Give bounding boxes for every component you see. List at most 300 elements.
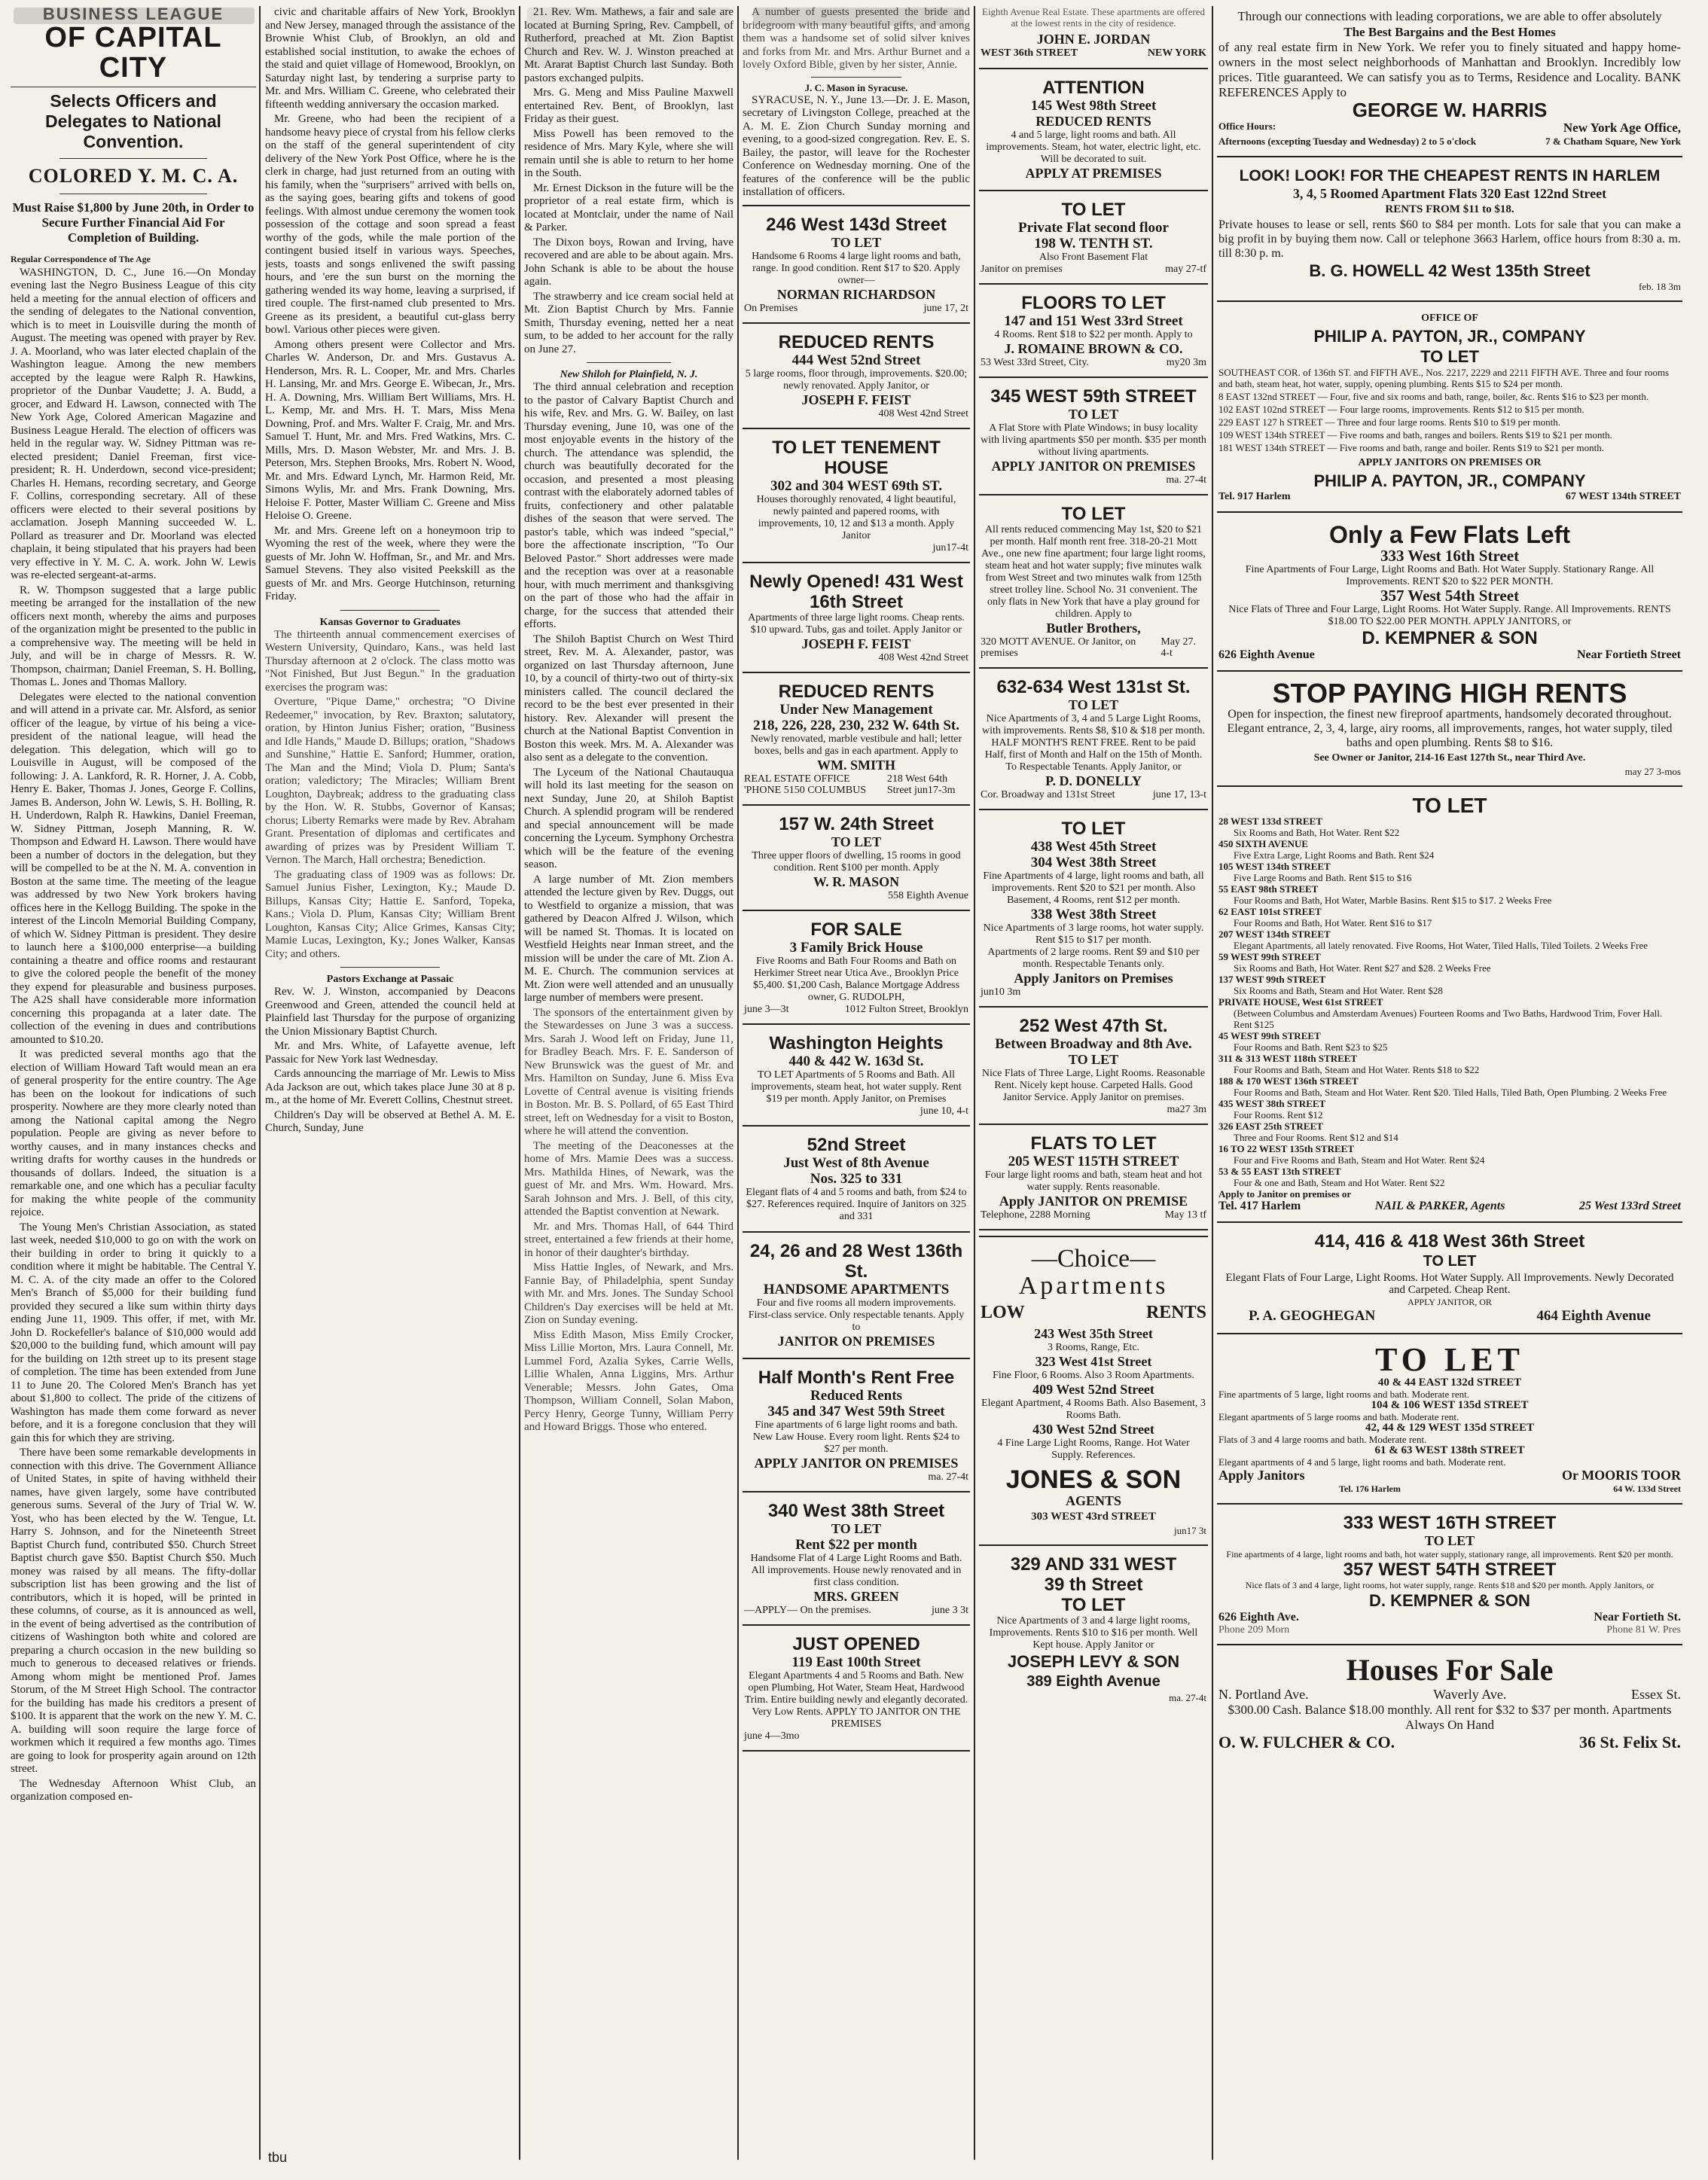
- ad-title: REDUCED RENTS: [778, 681, 935, 702]
- listing-address: 357 WEST 54TH STREET: [1343, 1560, 1557, 1580]
- article-plainfield: [524, 1007, 734, 1435]
- headline: OF CAPITAL CITY: [44, 22, 222, 84]
- ad-footer-left: jun10 3m: [981, 986, 1021, 998]
- ad-title-2: Just West of 8th Avenue: [783, 1154, 929, 1171]
- listing-desc: Four Rooms and Bath, Steam and Hot Water. Rents $18 to $22: [1234, 1064, 1480, 1075]
- classified-ad: [743, 1364, 970, 1486]
- listing-desc: Six Rooms and Bath, Hot Water. Rent $27 and $28. 2 Weeks Free: [1234, 962, 1491, 974]
- advertiser-name: APPLY AT PREMISES: [1025, 166, 1162, 181]
- advertiser-name: D. KEMPNER & SON: [1369, 1591, 1530, 1610]
- ad-body: Apartments of three large light rooms. Cheap rents. $10 upward. Tubs, gas and toilet. Apply Janitor or: [748, 611, 965, 636]
- listing-address: 40 & 44 EAST 132d STREET: [1377, 1377, 1522, 1389]
- ad-title: LOOK! LOOK! FOR THE CHEAPEST RENTS IN HARLEM: [1239, 167, 1661, 184]
- headline-ymca: COLORED Y. M. C. A.: [28, 165, 239, 187]
- listing-desc: Four Rooms and Bath. Rent $23 to $25: [1234, 1041, 1388, 1053]
- column-rule: [737, 6, 739, 2160]
- ad-footer-left: 53 West 33rd Street, City.: [981, 357, 1089, 368]
- agent-label: AGENTS: [1065, 1493, 1122, 1508]
- ad-title: TO LET: [1061, 819, 1126, 839]
- office-hours: Afternoons (excepting Tuesday and Wednesday) 2 to 5 o'clock: [1218, 136, 1477, 147]
- ad-footer-left: REAL ESTATE OFFICE 'PHONE 5150 COLUMBUS: [744, 773, 866, 796]
- paragraph: It was predicted several months ago that the election of William Howard Taft would mean an era of general prosperity for the entire country. The Age has been on the lookout for indications of such prosperity. Nowhere are they more clearly noted than among the National capital among the Negro population. People are giving as never before to worthy causes, and in many instances checks and writing drafts for worthy causes in the hundreds or thousands of dollars. Indeed, the situation is a remarkable one, and one which has a peculiar faculty for making the white people of the community rejoice.: [11, 1048, 256, 1218]
- ad-apply: Apply to Janitor on premises or: [1218, 1188, 1352, 1200]
- listing-desc: Elegant Apartments, all lately renovated. Five Rooms, Hot Water, Tiled Halls, Tiled Toilets. 2 Weeks Free: [1234, 940, 1648, 951]
- ad-title-2: Apartments: [1018, 1272, 1169, 1300]
- ad-rents: RENTS: [1145, 1303, 1206, 1322]
- listing-item: 109 WEST 134th STREET — Five rooms and bath, ranges and boilers. Rents $19 to $21 per month.: [1218, 429, 1612, 441]
- ad-title: 345 WEST 59th STREET: [990, 386, 1197, 407]
- listing-desc: Four & one and Bath, Steam and Hot Water. Rent $22: [1234, 1177, 1445, 1188]
- advertiser-address: 464 Eighth Avenue: [1536, 1308, 1651, 1324]
- advertiser-name: PHILIP A. PAYTON, JR., COMPANY: [1313, 327, 1586, 346]
- address-note: Near Fortieth Street: [1576, 648, 1681, 661]
- ad-title-3: 198 W. TENTH ST.: [1034, 236, 1153, 252]
- advertiser-name: W. R. MASON: [813, 874, 900, 889]
- classified-ad: [743, 434, 970, 556]
- advertiser-name: JOHN E. JORDAN: [1036, 32, 1151, 47]
- ad-title: TO LET: [1061, 504, 1126, 524]
- location: Waverly Ave.: [1433, 1687, 1507, 1702]
- ad-body: Fine Apartments of 4 large, light rooms and bath, all improvements. Rent $20 to $21 per month. Also Basement, 4 Rooms, rent $12 per month.: [983, 870, 1204, 906]
- ad-contact: See Owner or Janitor, 214-16 East 127th St., near Third Ave.: [1313, 752, 1586, 764]
- ad-geoghegan: [1217, 1228, 1682, 1328]
- classified-ad: [979, 816, 1208, 1001]
- article-passaic: [265, 986, 515, 1136]
- ad-body: Newly renovated, marble vestibule and hall; letter boxes, bells and gas in each apartment. Apply to: [750, 733, 962, 757]
- paragraph: Overture, "Pique Dame," orchestra; "O Divine Redeemer," invocation, by Rev. Braxton; salutatory, oration, by Hinton Junius Fisher; oration, "Business and Idle Hands," Maude D. Billups; oration, "Shadows and Sunshine," Hattie E. Sanford; Hummer, oration, The Man and the Mind; Viola D. Plum; Santa's oration; valedictory; The Miracles; William Brent Loughton, Daybreak; address to the graduating class by the Hon. W. R. Stubbs, Governor of Kansas; chorus; Liberty Remarks were made by Rev. Abraham Grant. Presentation of diplomas and certificates and awarding of prizes was by President William T. Vernon. The March, Hall orchestra; Benediction.: [265, 696, 515, 866]
- advertiser-name: Apply JANITOR ON PREMISE: [999, 1194, 1188, 1209]
- classified-ad: [743, 916, 970, 1018]
- ad-sub: TO LET: [831, 1520, 882, 1536]
- column-rule: [974, 6, 975, 2160]
- ad-title: Washington Heights: [769, 1032, 944, 1053]
- ad-title-2: 302 and 304 WEST 69th ST.: [770, 477, 943, 494]
- paragraph: The strawberry and ice cream social held at Mt. Zion Baptist Church by Mrs. Fannie Smith, Thursday evening, netted her a neat sum, to be added to her account for the rally on June 27.: [524, 290, 734, 355]
- listing-desc: 4 Fine Large Light Rooms, Range. Hot Water Supply. References.: [997, 1438, 1190, 1461]
- address-right: NEW YORK: [1147, 47, 1206, 59]
- ad-kempner-2: [1217, 1510, 1682, 1639]
- ad-body: Private houses to lease or sell, rents $60 to $84 per month. Lots for sale that you can make a big profit in by buying them now. Call or telephone 3663 Harlem, office hours from 8:30 a. m. till 8:30 p. m.: [1218, 218, 1681, 260]
- advertiser-name: JOSEPH LEVY & SON: [1007, 1652, 1180, 1671]
- listing-address: 62 EAST 101st STREET: [1218, 906, 1322, 917]
- ad-footer-left: On Premises: [744, 302, 798, 314]
- advertiser-address: 64 W. 133d Street: [1613, 1483, 1681, 1494]
- listing-address: 104 & 106 WEST 135d STREET: [1371, 1399, 1529, 1411]
- ad-body: Houses thoroughly renovated, 4 light beautiful, newly painted and papered rooms, with improvements, 10, 12 and $13 a month. Apply Janitor: [756, 493, 956, 541]
- ad-title: 632-634 West 131st St.: [996, 677, 1191, 697]
- ad-329-331-west: [979, 1551, 1208, 1706]
- advertiser-name: GEORGE W. HARRIS: [1352, 99, 1548, 121]
- payton-listings: [1218, 367, 1681, 453]
- listing-item: 229 EAST 127 h STREET — Three and four large rooms. Rents $10 to $19 per month.: [1218, 416, 1560, 428]
- footer-mark: tbu: [268, 2150, 288, 2165]
- ad-footer: [744, 890, 968, 901]
- paragraph: The sponsors of the entertainment given by the Stewardesses on June 3 was a success. Mrs. Sarah J. Wood left on Friday, June 11, for Bradley Beach. Mrs. F. E. Sanderson of New Brunswick was the guest of Mr. and Mrs. Hamilton on Sunday, June 6. Miss Eva Lovette of Central avenue is visiting friends in Boston. Mr. B. S. Pollard, of 65 East Third street, left on Wednesday for a visit to Boston, where he will attend the convention.: [524, 1006, 734, 1137]
- listing-address: 243 West 35th Street: [1034, 1326, 1153, 1341]
- listing-address: 409 West 52nd Street: [1032, 1382, 1154, 1397]
- listing-address: 137 WEST 99th STREET: [1218, 974, 1326, 985]
- ad-apply: APPLY JANITOR, OR: [1408, 1297, 1492, 1307]
- listing-address: 16 TO 22 WEST 135th STREET: [1218, 1143, 1355, 1154]
- ad-sub: TO LET: [1424, 1533, 1475, 1548]
- ad-body: Handsome 6 Rooms 4 large light rooms and bath, range. In good condition. Rent $17 to $20. Apply owner—: [752, 250, 961, 286]
- listing-address: 311 & 313 WEST 118th STREET: [1218, 1053, 1358, 1064]
- article-mason: [743, 94, 970, 200]
- paragraph: Mr. and Mrs. White, of Lafayette avenue, left Passaic for New York last Wednesday.: [265, 1040, 515, 1066]
- listing-desc: Six Rooms and Bath, Steam and Hot Water. Rent $28: [1234, 985, 1443, 996]
- listing-desc: Nice flats of 3 and 4 large, light rooms, hot water supply, range. Rents $18 and $20 per month. Apply Janitors, or: [1245, 1580, 1655, 1590]
- classified-ad: [743, 212, 970, 317]
- paragraph: Delegates were elected to the national convention and will attend in a private car. Mr. Alsford, as senior officer of the league, by virtue of his being a vice-president of the national league, will head the delegation. This delegation, which will go to Louisville in August, will be composed of the following: J. A. Lankford, R. R. Horner, J. A. Cobb, Henry E. Baker, Thomas J. Jones, George F. Collins, James B. Anderson, John W. Lewis, S. H. Bolling, R. H. Underdown, Ralph R. Hawkins, Daniel Freeman, W. Sidney Pittman, Joseph Manning, R. W. Thompson and Edward H. Lawson. There would have been a number of doctors in the delegation, but they will be compelled to be at the N. M. A. convention in Boston at the same time. The meeting of the league was addressed by two New York brokers having offices here in the Kellogg Building. The spoke in the interest of the Lincoln Memorial Building Company, of which W. Sidney Pittman is president. They desire to launch here a $100,000 enterprise—a building containing a theatre and office rooms and restaurant to give the colored people the benefit of the money they expend for pleasurable and business purposes. The A2S shall have considerable more information concerning this propaganda at a later date. The collection of the evening in dues and contributions amounted to $10.20.: [11, 691, 256, 1046]
- classified-ad: [979, 383, 1208, 489]
- ad-title: REDUCED RENTS: [778, 331, 935, 352]
- ad-footer: [744, 1605, 968, 1616]
- column-6: [1217, 6, 1682, 2167]
- ad-body: 4 Rooms. Rent $18 to $22 per month. Apply to: [994, 329, 1193, 340]
- listing-address: 28 WEST 133d STREET: [1218, 816, 1322, 827]
- ad-footer-left: june 3—3t: [744, 1003, 789, 1015]
- ad-footer: [744, 652, 968, 663]
- listing-item: SOUTHEAST COR. of 136th ST. and FIFTH AVE., Nos. 2217, 2229 and 2211 FIFTH AVE. Three and four rooms and bath, steam heat, hot water, supply, opening plumbing. Rents $15 to $24 per month.: [1218, 367, 1670, 389]
- ad-footer-left: Telephone, 2288 Morning: [981, 1209, 1090, 1221]
- listing-desc: Fine Apartments of Four Large, Light Rooms and Bath. Hot Water Supply. Stationary Range. All Improvements. RENT $20 to $22 PER MONTH.: [1245, 564, 1655, 587]
- ad-body: Nice Apartments of 3, 4 and 5 Large Light Rooms, with improvements. Rents $8, $10 & $18 per month. HALF MONTH'S RENT FREE. Rent to be paid Half, first of Month and Half on the 15th of Month. To Respectable Tenants. Apply Janitor, or: [982, 713, 1205, 773]
- classified-ad: [743, 811, 970, 904]
- listing-address: 61 & 63 WEST 138th STREET: [1374, 1444, 1525, 1456]
- classified-ad: [743, 569, 970, 666]
- article-shiloh: [524, 381, 734, 1005]
- listing-desc: Fine apartments of 4 large, light rooms and bath, hot water supply, stationary range, all improvements. Rent $20 per month.: [1226, 1549, 1673, 1560]
- ad-apply: APPLY JANITORS ON PREMISES OR: [1358, 457, 1542, 468]
- ad-body: Four large light rooms and bath, steam heat and hot water supply. Rents reasonable.: [984, 1169, 1203, 1193]
- column-rule: [259, 6, 261, 2160]
- ad-intro: Through our connections with leading corporations, we are able to offer absolutely: [1237, 9, 1662, 23]
- ad-footer: [744, 1004, 968, 1015]
- ad-body: TO LET Apartments of 5 Rooms and Bath. All improvements, steam heat, hot water supply. Rent $19 per month. Apply Janitor, on Premises: [751, 1069, 962, 1105]
- ad-title-3: 304 West 38th Street: [1030, 855, 1157, 870]
- listing-desc: (Between Columbus and Amsterdam Avenues) Fourteen Rooms and Two Baths, Hardwood Trim, Fover Hall. Rent $125: [1234, 1008, 1663, 1030]
- paragraph: A large number of Mt. Zion members attended the lecture given by Rev. Duggs, out to Westfield to organize a mission, that was gathered by Deacon Alfred J. Wilson, which will be named St. Thomas. It is located on Westfield Heights near Inman street, and the mission will be under the care of Mt. Zion A. M. E. Church. The communion services at Mt. Zion were well attended and an unusually large number of members were present.: [524, 873, 734, 1004]
- paragraph: The thirteenth annual commencement exercises of Western University, Quindaro, Kans., was held last Thursday afternoon at 2 o'clock. The class motto was "Not Finished, But Just Begun." In the graduation exercises the program was:: [265, 628, 515, 694]
- ad-sub: TO LET: [1423, 1253, 1477, 1270]
- ad-title-4: 338 West 38th Street: [1030, 907, 1157, 922]
- listing-desc: Three and Four Rooms. Rent $12 and $14: [1234, 1132, 1398, 1143]
- ad-body: Handsome Flat of 4 Large Light Rooms and Bath. All improvements. House newly renovated and in first class condition.: [750, 1552, 962, 1588]
- ad-nail-parker: [1217, 792, 1682, 1216]
- ad-title-3: Nos. 325 to 331: [810, 1170, 903, 1187]
- ad-title: 340 West 38th Street: [767, 1500, 945, 1521]
- ad-sub: TO LET: [1068, 697, 1119, 712]
- ad-title: JUST OPENED: [792, 1633, 920, 1654]
- advertiser-name: JANITOR ON PREMISES: [777, 1333, 935, 1349]
- ad-title: Newly Opened! 431 West 16th Street: [749, 571, 963, 612]
- listing-desc: Fine Floor, 6 Rooms. Also 3 Room Apartments.: [993, 1370, 1194, 1381]
- column-2: [265, 6, 515, 2167]
- telephone: Phone 81 W. Pres: [1606, 1624, 1681, 1636]
- ad-body: of any real estate firm in New York. We refer you to finely situated and happy home-owners in the most select neighborhoods of Manhattan and Brooklyn. Incredibly low prices. Title guaranteed. We can satisfy you as to Terms, Residence and Locality. BANK REFERENCES Apply to: [1218, 40, 1681, 99]
- ad-footer: [981, 474, 1206, 486]
- ad-footer-right: 1012 Fulton Street, Brooklyn: [844, 1003, 968, 1015]
- paragraph: The graduating class of 1909 was as follows: Dr. Samuel Junius Fisher, Lexington, Ky.; Maude D. Billups, Kansas City; Hattie E. Sanford, Topeka, Kans.; Viola D. Plum, Kansas City; William Brent Loughton, Kansas City; Alice Grimes, Kansas City; Mamie Lucas, Lexington, Ky.; Jones Walker, Kansas City; and others.: [265, 868, 515, 960]
- classified-ad: [743, 329, 970, 422]
- column-rule: [519, 6, 520, 2160]
- paragraph: A number of guests presented the bride and bridegroom with many beautiful gifts, and among them was a handsome set of solid silver knives and forks from Mr. and Mrs. Arthur Burnet and a lovely Oxford Bible, given by her sister, Annie.: [743, 6, 970, 71]
- telephone: Tel. 176 Harlem: [1339, 1483, 1401, 1494]
- listing-address: 333 WEST 16TH STREET: [1343, 1513, 1557, 1533]
- paragraph: The third annual celebration and reception to the pastor of Calvary Baptist Church and his wife, Rev. and Mrs. G. W. Bailey, on last Thursday evening, June 10, was one of the most enjoyable events in the history of the church. The attendance was splendid, the church was beautifully decorated for the occasion, and presented a most pleasing contrast with the elaborately adorned tables of fruits, confectionery and other palatable dishes of the season that were served. The pastor's table, which was indeed "special," bore the affectionate inscription, "To Our Beloved Pastor." Short addresses were made and the reception was over at a reasonable hour, with much merriment and thanksgiving on the part of those who had the affair in charge, for the success that attended their efforts.: [524, 381, 734, 630]
- paragraph: The Shiloh Baptist Church on West Third street, Rev. M. A. Alexander, pastor, was organized on last Thursday afternoon, June 10, by a council of thirty-two out of thirty-six ministers called. The council declared the record to be the best ever presented in their history. Rev. Alexander will present the church at the National Baptist Convention in Boston this week. Mrs. M. A. Alexander was also sent as a delegate to the convention.: [524, 633, 734, 764]
- advertiser-address: 626 Eighth Avenue: [1218, 648, 1315, 661]
- ad-title: Half Month's Rent Free: [758, 1367, 955, 1388]
- ad-title: TO LET: [1375, 1341, 1524, 1378]
- listing-address: 323 West 41st Street: [1035, 1354, 1152, 1369]
- ad-title: 157 W. 24th Street: [779, 813, 934, 834]
- address-note: Near Fortieth St.: [1594, 1611, 1681, 1624]
- listing-desc: Four Rooms and Bath, Hot Water. Rent $16 to $17: [1234, 917, 1432, 928]
- listing-address: PRIVATE HOUSE, West 61st STREET: [1218, 996, 1383, 1008]
- ad-office: OFFICE OF: [1421, 313, 1478, 324]
- paragraph: Rev. W. J. Winston, accompanied by Deacons Greenwood and Green, attended the council held at Plainfield last Thursday for the purpose of organizing the Union Missionary Baptist Church.: [265, 986, 515, 1038]
- advertiser-name: WM. SMITH: [816, 757, 895, 773]
- ad-sub: REDUCED RENTS: [1035, 114, 1151, 129]
- ad-title-2: 3, 4, 5 Roomed Apartment Flats 320 East 122nd Street: [1292, 186, 1607, 201]
- ad-title-2: 3 Family Brick House: [789, 939, 923, 956]
- ad-title: 24, 26 and 28 West 136th St.: [749, 1240, 963, 1282]
- ad-body: Elegant flats of 4 and 5 rooms and bath, from $24 to $27. References required. Inquire of Janitors on 325 and 331: [746, 1186, 967, 1222]
- column-3: [524, 6, 734, 2167]
- advertiser-address: 25 West 133rd Street: [1579, 1200, 1681, 1212]
- ad-body: Nice Flats of Three Large, Light Rooms. Reasonable Rent. Nicely kept house. Carpeted Halls. Good Janitor Service. Apply Janitor on premises.: [981, 1068, 1206, 1103]
- ad-title: Houses For Sale: [1346, 1653, 1554, 1687]
- classified-ad: [979, 290, 1208, 371]
- ad-title-2: 438 West 45th Street: [1030, 839, 1157, 855]
- deck: Must Raise $1,800 by June 20th, in Order to Secure Further Financial Aid For Completion of Building.: [12, 200, 255, 245]
- ad-footer-right: ma27 3m: [1167, 1104, 1206, 1115]
- ad-code: feb. 18 3m: [1639, 281, 1681, 292]
- column-5: [979, 6, 1208, 2167]
- ad-title: 414, 416 & 418 West 36th Street: [1314, 1231, 1585, 1252]
- ad-footer: [744, 303, 968, 314]
- listing-address: 188 & 170 WEST 136th STREET: [1218, 1075, 1359, 1087]
- ad-title: TO LET TENEMENT HOUSE: [772, 437, 941, 478]
- article-kansas: [265, 629, 515, 962]
- ad-bold: The Best Bargains and the Best Homes: [1344, 25, 1556, 39]
- moorls-listings: [1218, 1377, 1681, 1468]
- headline-mason: J. C. Mason in Syracuse.: [804, 81, 908, 93]
- listing-desc: Four and Five Rooms and Bath, Steam and Hot Water. Rent $24: [1234, 1154, 1485, 1166]
- ad-footer-right: june 17, 2t: [923, 302, 968, 314]
- advertiser-name: P. D. DONELLY: [1045, 773, 1142, 788]
- ad-sub: TO LET: [1061, 1595, 1126, 1615]
- ad-title: TO LET: [1061, 200, 1126, 220]
- listing-address: 105 WEST 134th STREET: [1218, 861, 1331, 872]
- advertiser-name: MRS. GREEN: [813, 1588, 899, 1604]
- advertiser-name: NORMAN RICHARDSON: [776, 286, 936, 302]
- classified-ad: [979, 1130, 1208, 1224]
- paragraph: SYRACUSE, N. Y., June 13.—Dr. J. E. Mason, secretary of Livingston College, preached at the A. M. E. Zion Church Sunday morning and evening, to a good-sized congregation. Rev. E. S. Bailey, the pastor, will leave for the Rochester Conference on Wednesday morning. One of the features of the conference will be the public installation of officers.: [743, 93, 970, 198]
- ad-title-3: 218, 226, 228, 230, 232 W. 64th St.: [753, 717, 959, 733]
- advertiser-address: 36 St. Felix St.: [1578, 1733, 1681, 1752]
- classified-ads-col5: [979, 75, 1208, 1230]
- ad-footer: [744, 1730, 968, 1742]
- ad-title: STOP PAYING HIGH RENTS: [1272, 678, 1627, 709]
- location: N. Portland Ave.: [1218, 1687, 1309, 1702]
- classified-ads-col4: [743, 212, 970, 1752]
- headline-passaic: Pastors Exchange at Passaic: [326, 974, 454, 985]
- classified-ad: [743, 1498, 970, 1619]
- address-left: WEST 36th STREET: [981, 47, 1078, 59]
- ad-body: Also Front Basement Flat: [1039, 252, 1148, 263]
- ad-title: 246 West 143d Street: [766, 214, 947, 235]
- ad-stop-paying: [1217, 677, 1682, 780]
- ad-body: Four and five rooms all modern improvements. First-class service. Only respectable tenants. Apply to: [748, 1297, 965, 1333]
- ad-title: 329 AND 331 WEST: [1010, 1554, 1177, 1575]
- listing-address: 435 WEST 38th STREET: [1218, 1098, 1326, 1109]
- listing-desc: Six Rooms and Bath, Hot Water. Rent $22: [1234, 827, 1400, 838]
- ad-footer-right: 408 West 42nd Street: [878, 651, 968, 663]
- classified-ad: [743, 1631, 970, 1745]
- ad-footer-left: 320 MOTT AVENUE. Or Janitor, on premises: [981, 636, 1136, 659]
- classified-ad: [979, 1013, 1208, 1118]
- ad-footer-right: May 13 tf: [1164, 1209, 1206, 1221]
- ad-apply: Apply Janitors: [1218, 1468, 1305, 1483]
- ad-title-2: Between Broadway and 8th Ave.: [995, 1036, 1192, 1052]
- listing-desc: Elegant apartments of 4 and 5 large, light rooms and bath. Moderate rent.: [1218, 1456, 1506, 1468]
- ad-title-2: Reduced Rents: [810, 1387, 902, 1404]
- ad-title-3: Rent $22 per month: [795, 1536, 917, 1553]
- ad-body: Nice Apartments of 3 and 4 large light rooms, Improvements. Rents $10 to $16 per month. Well Kept house. Apply Janitor or: [989, 1615, 1198, 1651]
- ad-low: LOW: [981, 1303, 1025, 1322]
- advertiser-name: J. ROMAINE BROWN & CO.: [1004, 341, 1183, 356]
- ad-sub: TO LET: [1068, 407, 1119, 422]
- classified-ad: [979, 501, 1208, 662]
- advertiser-address: 67 WEST 134th STREET: [1565, 491, 1681, 502]
- classified-ad: [979, 674, 1208, 803]
- article-body: [11, 267, 256, 1804]
- ad-footer-right: jun17-4t: [932, 541, 968, 553]
- ad-kempner: [1217, 518, 1682, 665]
- column-1: [11, 6, 256, 2167]
- ad-title-2: 440 & 442 W. 163d St.: [788, 1053, 924, 1069]
- ad-footer: [981, 264, 1206, 275]
- nail-listings: [1218, 816, 1681, 1188]
- ad-title-2: Under New Management: [779, 701, 933, 718]
- advertiser-name: B. G. HOWELL 42 West 135th Street: [1309, 261, 1591, 280]
- ad-title-3: 345 and 347 West 59th Street: [767, 1403, 945, 1419]
- advertiser-name: O. W. FULCHER & CO.: [1218, 1733, 1395, 1752]
- ad-footer-right: june 10, 4-t: [920, 1105, 968, 1117]
- ad-footer-left: Cor. Broadway and 131st Street: [981, 789, 1115, 800]
- listing-desc: Fine apartments of 5 large, light rooms and bath. Moderate rent.: [1218, 1389, 1469, 1400]
- listing-address: 45 WEST 99th STREET: [1218, 1030, 1321, 1041]
- office-hours-label: Office Hours:: [1218, 120, 1276, 132]
- listing-address: 53 & 55 EAST 13th STREET: [1218, 1166, 1341, 1177]
- ad-title: TO LET: [1412, 794, 1487, 817]
- paragraph: Children's Day will be observed at Bethel A. M. E. Church, Sunday, June: [265, 1108, 515, 1134]
- ad-code: ma. 27-4t: [1169, 1692, 1206, 1703]
- listing-address: 59 WEST 99th STREET: [1218, 951, 1321, 962]
- ad-title: —Choice—: [1031, 1245, 1156, 1273]
- ad-body: Five Rooms and Bath Four Rooms and Bath on Herkimer Street near Utica Ave., Brooklyn Price $5,400. $1,200 Cash, Balance Mortgage Address owner, G. RUDOLPH,: [752, 955, 960, 1003]
- listing-address: 42, 44 & 129 WEST 135d STREET: [1365, 1422, 1535, 1434]
- classified-ad: [979, 75, 1208, 184]
- classified-ad: [743, 678, 970, 799]
- advertiser-name: Butler Brothers,: [1046, 620, 1141, 636]
- ad-footer: [744, 1471, 968, 1483]
- ad-title: Only a Few Flats Left: [1328, 521, 1571, 548]
- office-address: 7 & Chatham Square, New York: [1545, 136, 1681, 147]
- ad-footer: [744, 542, 968, 553]
- ad-harris: [1217, 6, 1682, 151]
- advertiser-name: NAIL & PARKER, Agents: [1374, 1200, 1505, 1212]
- ad-title: FLATS TO LET: [1030, 1133, 1157, 1154]
- ad-sub: TO LET: [831, 834, 882, 849]
- ad-footer-right: May 27. 4-t: [1161, 636, 1197, 659]
- ad-footer: [744, 1105, 968, 1117]
- dateline: Regular Correspondence of The Age: [11, 254, 151, 264]
- paragraph: The Young Men's Christian Association, as stated last week, needed $10,000 to go on with the work on their building in order to bring it quickly to a condition where it might be habitable. The Central Y. M. C. A. of the city made an offer to the Colored Men's Branch of $5,000 for their building fund provided they secured a like sum within thirty days ending June 11, 1909. This offer, if met, with Mr. John D. Rockefeller's balance of $10,000 would add $20,000 to the building fund, which amount will pay for the building on 12th street up to its present stage of completion. The time has been extended from June 11 to June 20. The Colored Men's Branch has yet about $1,800 to collect. The pride of the citizens of Washington has made them come forward as never before, and it is a foregone conclusion that they will gain this for which they are striving.: [11, 1221, 256, 1444]
- ad-title-2: 444 West 52nd Street: [791, 352, 921, 368]
- paragraph: WASHINGTON, D. C., June 16.—On Monday evening last the Negro Business League of this city held a meeting for the annual election of officers and the sending of delegates to the National convention, which is to meet in Louisville during the month of August. The meeting was opened with prayer by Rev. J. A. Moorland, who was later elected chaplain of the Washington league. Among the new members accepted by the league were Ralph R. Hawkins, proprietor of the Dunbar Vaudette; J. A. Budd, a grocer, and Edward H. Lawson, connected with The New York Age, Colored American Magazine and Business League Herald. The election of officers was held in the regular way. W. Sidney Pittman was re-elected president; Daniel Freeman, first vice-president; R. H. Underdown, second vice-president; Charles H. Hemans, recording secretary, and George F. Collins, corresponding secretary. All of these officers were elected to their several positions by acclamation. Joseph Manning succeeded W. L. Pollard as treasurer and Dr. Moorland was elected chaplain, it being stipulated that his prayers had been very effective in Y. M. C. A. work. John W. Lewis was re-elected sergeant-at-arms.: [11, 266, 256, 581]
- advertiser-name: JOSEPH F. FEIST: [801, 636, 911, 651]
- paragraph: The Dixon boys, Rowan and Irving, have recovered and are able to be about again. Mrs. John Schank is able to be about the house again.: [524, 236, 734, 288]
- ad-body: Open for inspection, the finest new fireproof apartments, handsomely decorated throughout. Elegant entrance, 2, 3, 4, large, airy rooms, all improvements, ranges, hot water supply, tiled baths and open plumbing. Rents $8 to $16.: [1227, 708, 1673, 749]
- ad-sub: TO LET: [1420, 347, 1479, 366]
- listing-item: 102 EAST 102nd STREET — Four large rooms, improvements. Rents $12 to $15 per month.: [1218, 404, 1584, 415]
- listing-address: 207 WEST 134th STREET: [1218, 928, 1331, 940]
- ad-footer: [981, 357, 1206, 368]
- paragraph: There have been some remarkable developments in connection with this drive. The Government Alliance of United States, in spite of having withheld their names, have given largely, some have contributed generous sums. Several of the Jury of Trial W. W. Yost, who has been elected by the W. Tengue, Lt. Harry S. Johnson, and for the Nineteenth Street Baptist Church fund, contributed $50. Church Street Baptist church gave $50. Baptist Church $50. Much money was raised by all means. The fifty-dollar subscription list has been growing and the list of contributors, which it is hoped, will be printed in these columns, of course, as it is announced as well, in the event of being advertised as the contribution of citizens of Washington both white and colored are preparing a church occasion in the new building so much to generous to deceased relatives or friends. Among whom might be mentioned Prof. James Storum, of the M Street High School. The contractor for the building has made his creditors a present of $100. It is apparent that the work on the new Y. M. C. A. building will soon require the large force of workmen which it required a few months ago. Times are going to look for prosperity again around on 12th street.: [11, 1447, 256, 1775]
- listing-address: 450 SIXTH AVENUE: [1218, 838, 1308, 849]
- ad-payton: [1217, 307, 1682, 506]
- ad-jordan: [979, 29, 1208, 63]
- ad-title-2: 39 th Street: [1044, 1575, 1143, 1595]
- column-4: [743, 6, 970, 2167]
- listing-item: 8 EAST 132nd STREET — Four, five and six rooms and bath, range, boiler, &c. Rents $16 to $23 per month.: [1218, 391, 1649, 402]
- advertiser-name: APPLY JANITOR ON PREMISES: [754, 1455, 959, 1471]
- listing-desc: Flats of 3 and 4 large rooms and bath. Moderate rent.: [1218, 1434, 1427, 1445]
- ad-footer: [981, 789, 1206, 800]
- ad-body: Fine apartments of 6 large light rooms and bath. New Law House. Every room light. Rents $24 to $27 per month.: [752, 1419, 960, 1455]
- advertiser-name-2: PHILIP A. PAYTON, JR., COMPANY: [1313, 471, 1586, 490]
- office-name: New York Age Office,: [1563, 120, 1681, 135]
- ad-body: 5 large rooms, floor through, improvements. $20.00; newly renovated. Apply Janitor, or: [745, 367, 968, 392]
- paragraph: Mr. and Mrs. Thomas Hall, of 644 Third street, entertained a few friends at their home, in honor of their daughter's birthday.: [524, 1220, 734, 1259]
- listing-desc: Four Rooms. Rent $12: [1234, 1109, 1323, 1120]
- listing-address: 430 West 52nd Street: [1032, 1422, 1154, 1437]
- listing-desc: Five Large Rooms and Bath. Rent $15 to $16: [1234, 872, 1412, 883]
- ad-title: 252 West 47th St.: [1019, 1016, 1168, 1036]
- column-rule: [1212, 6, 1213, 2160]
- advertiser-address: 626 Eighth Ave.: [1218, 1611, 1299, 1624]
- ad-footer-right: 558 Eighth Avenue: [887, 889, 968, 901]
- ad-footer-right: 218 West 64th Street jun17-3m: [886, 773, 956, 796]
- listing-address: 55 EAST 98th STREET: [1218, 883, 1319, 895]
- ad-footer: [981, 636, 1206, 659]
- ad-body: Elegant Apartments 4 and 5 Rooms and Bath. New open Plumbing, Hot Water, Steam Heat, Hardwood Trim. Entire building newly and elegantly decorated. Very Low Rents. APPLY TO JANITOR ON THE PREMISES: [744, 1669, 968, 1730]
- paragraph: Miss Powell has been removed to the residence of Mrs. Mary Kyle, where she will remain until she is able to return to her home in the South.: [524, 127, 734, 179]
- ad-body: 4 and 5 large, light rooms and bath. All improvements. Steam, hot water, electric light, etc. Will be decorated to suit.: [986, 130, 1201, 165]
- paragraph: The meeting of the Deaconesses at the home of Mrs. Mamie Dees was a success. Mrs. Mathilda Hines, of Newark, was the guest of Mr. and Mrs. Wm. Howard. Mrs. Sarah Johnson and Mrs. J. Bell, of this city, attended the Baptist convention at Newark.: [524, 1139, 734, 1218]
- ad-footer-right: may 27-tf: [1165, 264, 1206, 275]
- ad-title-2: 205 WEST 115TH STREET: [1008, 1154, 1179, 1169]
- ad-footer-right: june 3 3t: [932, 1604, 968, 1616]
- article-greene: [265, 6, 515, 604]
- listing-address: 333 West 16th Street: [1380, 547, 1520, 565]
- headline-shiloh: New Shiloh for Plainfield, N. J.: [560, 369, 698, 380]
- subheadline: Selects Officers and Delegates to National Convention.: [45, 91, 221, 151]
- ad-sub: TO LET: [1068, 1052, 1119, 1067]
